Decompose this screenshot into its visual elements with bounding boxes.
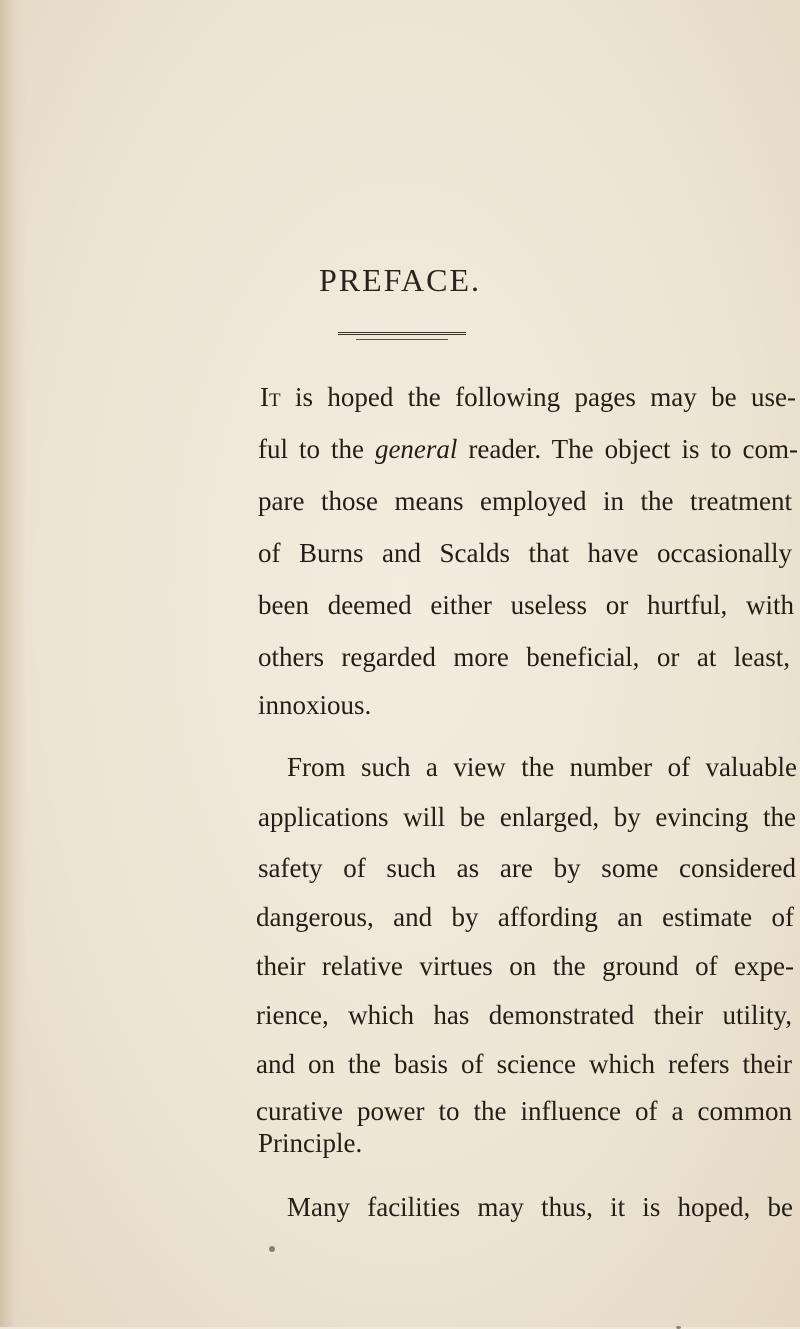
text-line: curative power to the influence of a common — [256, 1096, 792, 1126]
text-line: innoxious. — [258, 690, 372, 720]
text-line: ful to the general reader. The object is to com- — [258, 434, 799, 464]
text-line: rience, which has demonstrated their utility, — [256, 1000, 792, 1030]
text-line: dangerous, and by affording an estimate of — [256, 902, 794, 932]
text-line: Principle. — [258, 1128, 363, 1158]
text-line: and on the basis of science which refers their — [256, 1049, 792, 1079]
text-line: pare those means employed in the treatment — [258, 486, 792, 516]
page-title: PREFACE. — [318, 262, 482, 298]
text-line: It is hoped the following pages may be use- — [260, 382, 796, 412]
text-line: been deemed either useless or hurtful, with — [258, 590, 794, 620]
text-line: safety of such as are by some considered — [258, 853, 796, 883]
page-gutter-shadow — [0, 0, 26, 1327]
emphasized-word: general — [374, 434, 458, 464]
text-line: From such a view the number of valuable — [287, 752, 797, 782]
title-double-rule — [338, 332, 466, 338]
opening-word: It — [260, 382, 281, 412]
ink-speck — [269, 1246, 275, 1252]
text-line: Many facilities may thus, it is hoped, be — [287, 1192, 793, 1222]
title-thin-rule — [356, 339, 448, 340]
text-line: of Burns and Scalds that have occasionally — [258, 538, 792, 568]
text-line: their relative virtues on the ground of expe- — [256, 951, 794, 981]
text-line: others regarded more beneficial, or at least, — [258, 642, 790, 672]
text-line: applications will be enlarged, by evincing the — [258, 802, 796, 832]
